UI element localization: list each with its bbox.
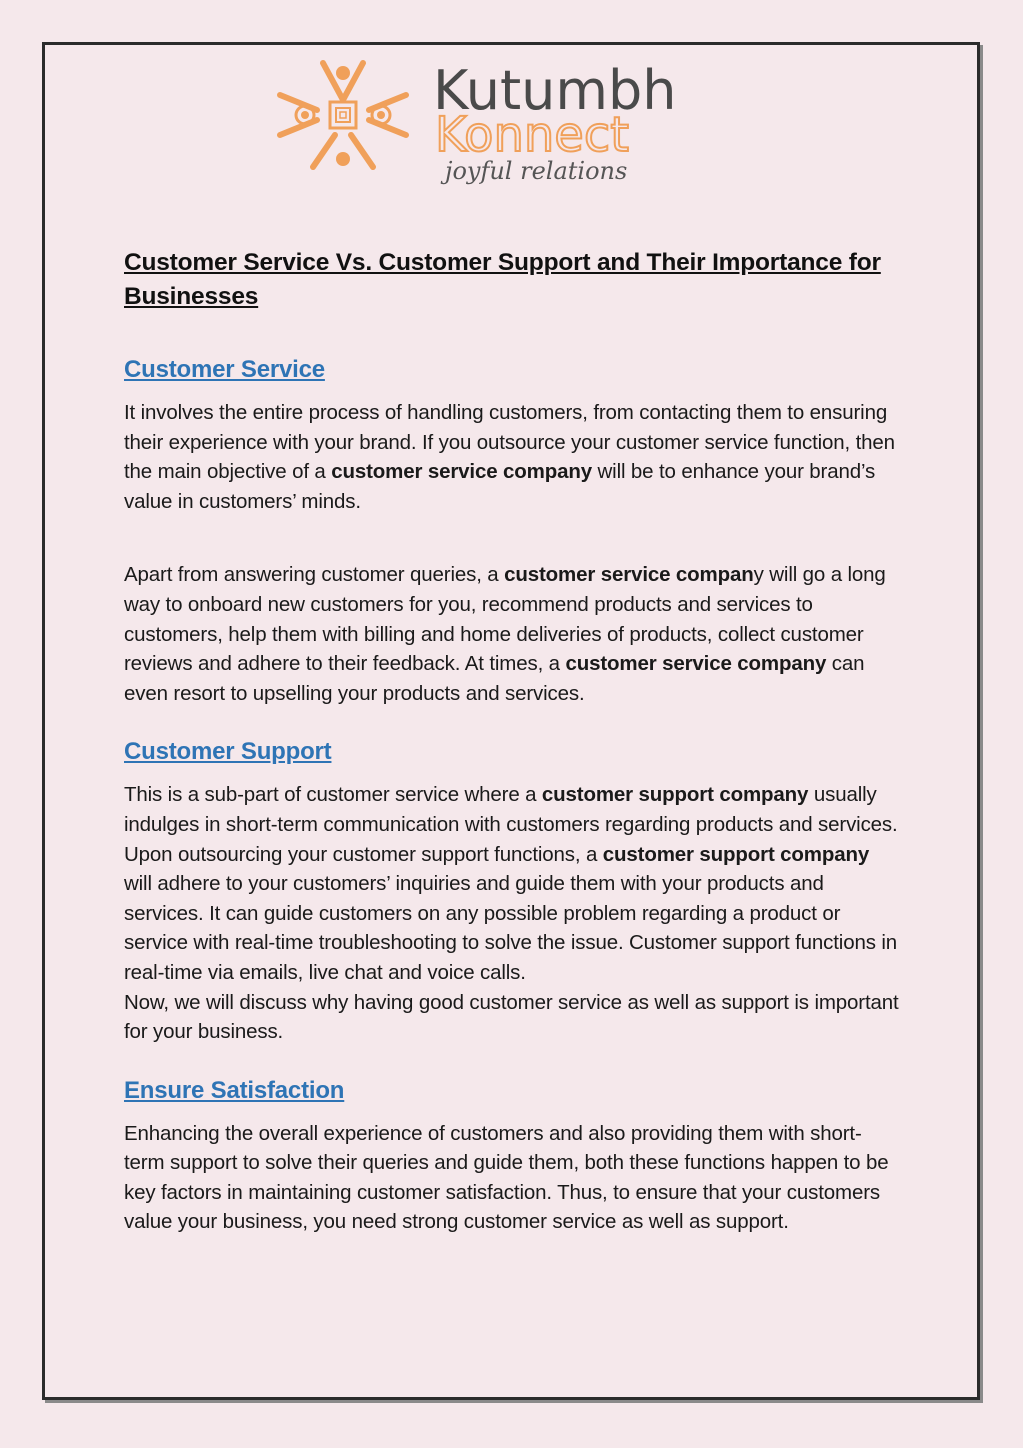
paragraph-support-2: Now, we will discuss why having good customer service as well as support is important for your business. — [124, 990, 899, 1044]
logo-tagline: joyful relations — [445, 157, 628, 185]
paragraph-service-1: It involves the entire process of handling customers, from contacting them to ensuring their experience with your brand. If you outsource your customer service function, then the main objective of a customer service company will be to enhance your brand’s value in customers’ minds. — [124, 401, 895, 513]
paragraph-service-2: Apart from answering customer queries, a customer service company will go a long way to onboard new customers for you, recommend products and services to customers, help them with billing and home deliveries of products, collect customer reviews and adhere to their feedback. At times, a customer service company can even resort to upselling your products and services. — [124, 563, 886, 705]
page-title: Customer Service Vs. Customer Support and Their Importance for Businesses — [124, 249, 881, 310]
heading-customer-service: Customer Service — [124, 356, 325, 383]
paragraph-support-1: This is a sub-part of customer service where a customer support company usually indulges in short-term communication with customers regarding products and services. Upon outsourcing your customer support functions, a customer support company will adhere to your customers’ inquiries and guide them with your products and services. It can guide customers on any possible problem regarding a product or service with real-time troubleshooting to solve the issue. Customer support functions in real-time via emails, live chat and voice calls. — [124, 783, 898, 984]
heading-ensure-satisfaction: Ensure Satisfaction — [124, 1076, 345, 1104]
paragraph-satisfaction-1: Enhancing the overall experience of customers and also providing them with short-term support to solve their queries and guide them, both these functions happen to be key factors in maintaining customer satisfaction. Thus, to ensure that your customers value your business, you need strong customer service as well as support. — [124, 1121, 889, 1234]
article — [124, 246, 899, 1237]
kutumbh-konnect-logo — [275, 55, 755, 200]
logo-line2: Konnect — [435, 107, 630, 163]
heading-customer-support: Customer Support — [124, 738, 332, 766]
logo-line1: Kutumbh — [433, 59, 677, 122]
sun-people-icon — [280, 63, 406, 167]
